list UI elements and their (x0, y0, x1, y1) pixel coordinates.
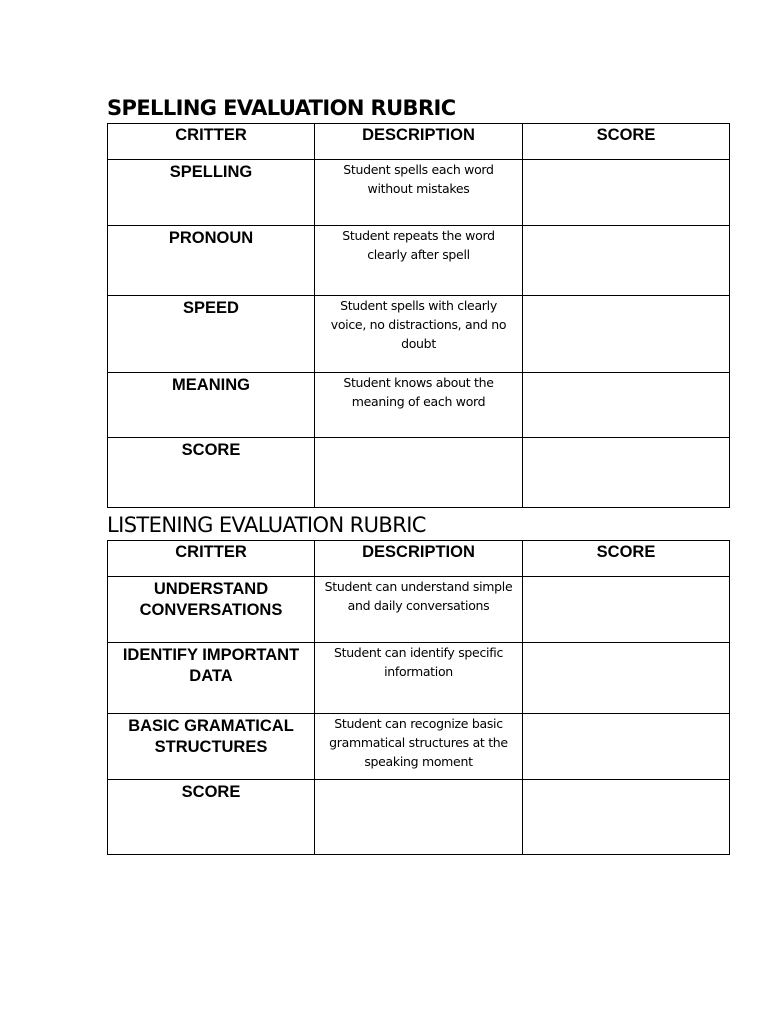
header-critter: CRITTER (108, 541, 315, 577)
header-description: DESCRIPTION (315, 541, 523, 577)
criterion-cell: BASIC GRAMATICAL STRUCTURES (108, 714, 315, 780)
table-row (108, 373, 730, 438)
score-cell[interactable] (523, 226, 730, 296)
header-score: SCORE (523, 541, 730, 577)
description-cell: Student repeats the word clearly after spell (315, 226, 523, 296)
table-row (108, 780, 730, 855)
table-header-row (108, 541, 730, 577)
criterion-cell: IDENTIFY IMPORTANT DATA (108, 643, 315, 714)
score-cell[interactable] (523, 643, 730, 714)
description-cell: Student spells with clearly voice, no distractions, and no doubt (315, 296, 523, 373)
criterion-cell: UNDERSTAND CONVERSATIONS (108, 577, 315, 643)
criterion-cell: MEANING (108, 373, 315, 438)
criterion-cell: SPEED (108, 296, 315, 373)
table-row (108, 226, 730, 296)
table-row (108, 643, 730, 714)
criterion-cell: SPELLING (108, 160, 315, 226)
score-cell[interactable] (523, 160, 730, 226)
score-cell[interactable] (523, 296, 730, 373)
header-score: SCORE (523, 124, 730, 160)
table-row (108, 714, 730, 780)
description-cell: Student can recognize basic grammatical structures at the speaking moment (315, 714, 523, 780)
total-score-label: SCORE (108, 780, 315, 855)
listening-rubric-table (107, 540, 730, 855)
table-row (108, 577, 730, 643)
description-cell (315, 438, 523, 508)
table-row (108, 160, 730, 226)
description-cell: Student knows about the meaning of each word (315, 373, 523, 438)
description-cell: Student can identify specific information (315, 643, 523, 714)
score-cell[interactable] (523, 780, 730, 855)
score-cell[interactable] (523, 714, 730, 780)
description-cell (315, 780, 523, 855)
table-header-row (108, 124, 730, 160)
header-critter: CRITTER (108, 124, 315, 160)
listening-rubric-title: LISTENING EVALUATION RUBRIC (107, 513, 426, 537)
spelling-rubric-title: SPELLING EVALUATION RUBRIC (107, 96, 456, 120)
description-cell: Student spells each word without mistakes (315, 160, 523, 226)
description-cell: Student can understand simple and daily conversations (315, 577, 523, 643)
score-cell[interactable] (523, 373, 730, 438)
score-cell[interactable] (523, 438, 730, 508)
header-description: DESCRIPTION (315, 124, 523, 160)
total-score-label: SCORE (108, 438, 315, 508)
spelling-rubric-table (107, 123, 730, 508)
criterion-cell: PRONOUN (108, 226, 315, 296)
score-cell[interactable] (523, 577, 730, 643)
table-row (108, 296, 730, 373)
table-row (108, 438, 730, 508)
